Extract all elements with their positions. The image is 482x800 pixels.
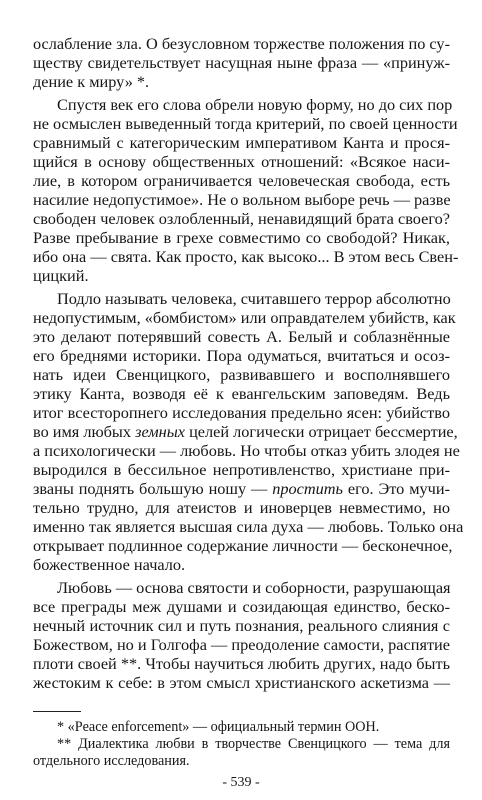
text-line: щийся в основу общественных отношений: «Всякое наси- bbox=[33, 152, 450, 171]
paragraph-first-line: Любовь — основа святости и соборности, разрушающая bbox=[57, 578, 451, 597]
footnote: * «Peace enforcement» — официальный термин ООН. bbox=[57, 719, 380, 735]
text-line bbox=[33, 422, 458, 441]
text-run: званы поднять большую ношу — bbox=[33, 479, 273, 498]
text-line: нать идеи Свенцицкого, развивавшего и восполнявшего bbox=[33, 365, 450, 384]
text-line: его бреднями историки. Пора одуматься, вчитаться и осоз- bbox=[33, 346, 450, 365]
text-line: плоти своей **. Чтобы научиться любить других, надо быть bbox=[33, 654, 450, 673]
footnote: отдельного исследования. bbox=[33, 753, 190, 769]
text-line: выродился в бессильное непротивленство, христиане при- bbox=[33, 460, 450, 479]
text-line: недопустимым, «бомбистом» или оправдателем убийств, как bbox=[33, 308, 456, 327]
italic-text: земных bbox=[135, 422, 185, 441]
text-line: открывает подлинное содержание личности — бесконечное, bbox=[33, 536, 453, 555]
text-run: целей логически отрицает бессмертие, bbox=[185, 422, 458, 441]
footnote: ** Диалектика любви в творчестве Свенцицкого — тема для bbox=[57, 736, 450, 752]
paragraph-first-line: Подло называть человека, считавшего террор абсолютно bbox=[57, 289, 451, 308]
text-line: нечный источник сил и путь познания, реального слияния с bbox=[33, 616, 450, 635]
text-line: итог всесторопнего исследования предельно ясен: убийство bbox=[33, 403, 450, 422]
text-line: сравнимый с категорическим императивом Канта и прося- bbox=[33, 133, 450, 152]
text-line: насилие недопустимое». Не о вольном выборе речь — разве bbox=[33, 190, 451, 209]
text-line: божественное начало. bbox=[33, 555, 186, 574]
paragraph-first-line: Спустя век его слова обрели новую форму, но до сих пор bbox=[57, 95, 453, 114]
text-line bbox=[33, 479, 450, 498]
text-line: это делают потерявший совесть А. Белый и соблазнённые bbox=[33, 327, 450, 346]
text-line: а психологически — любовь. Но чтобы отказ убить злодея не bbox=[33, 441, 460, 460]
text-run: его. Это мучи- bbox=[342, 479, 450, 498]
text-line: не осмыслен выведенный тогда критерий, по своей ценности bbox=[33, 114, 458, 133]
text-line: именно так является высшая сила духа — любовь. Только она bbox=[33, 517, 464, 536]
text-line: дение к миру» *. bbox=[33, 72, 150, 91]
text-line: все преграды меж душами и созидающая единство, беско- bbox=[33, 597, 450, 616]
text-line: жестоким к себе: в этом смысл христианского аскетизма — bbox=[33, 673, 450, 692]
text-run: во имя любых bbox=[33, 422, 136, 441]
page-number: - 539 - bbox=[222, 775, 260, 790]
text-line: лие, в котором ограничивается человеческая свобода, есть bbox=[33, 171, 450, 190]
text-line: этику Канта, возводя её к евангельским заповедям. Ведь bbox=[33, 384, 450, 403]
text-line: цицкий. bbox=[33, 266, 89, 285]
text-line: ибо она — свята. Как просто, как высоко... В этом весь Свен- bbox=[33, 247, 459, 266]
text-line: Разве пребывание в грехе совместимо со свободой? Никак, bbox=[33, 228, 450, 247]
text-line: ществу свидетельствует насущная ныне фраза — «принуж- bbox=[33, 53, 450, 72]
footnote-divider bbox=[33, 711, 81, 712]
text-line: ослабление зла. О безусловном торжестве положения по су- bbox=[33, 34, 450, 53]
text-line: свободен человек озлобленный, ненавидящий брата своего? bbox=[33, 209, 450, 228]
text-line: тельно трудно, для атеистов и иноверцев невместимо, но bbox=[33, 498, 450, 517]
italic-text: простить bbox=[272, 479, 343, 498]
text-line: Божеством, но и Голгофа — преодоление самости, распятие bbox=[33, 635, 450, 654]
